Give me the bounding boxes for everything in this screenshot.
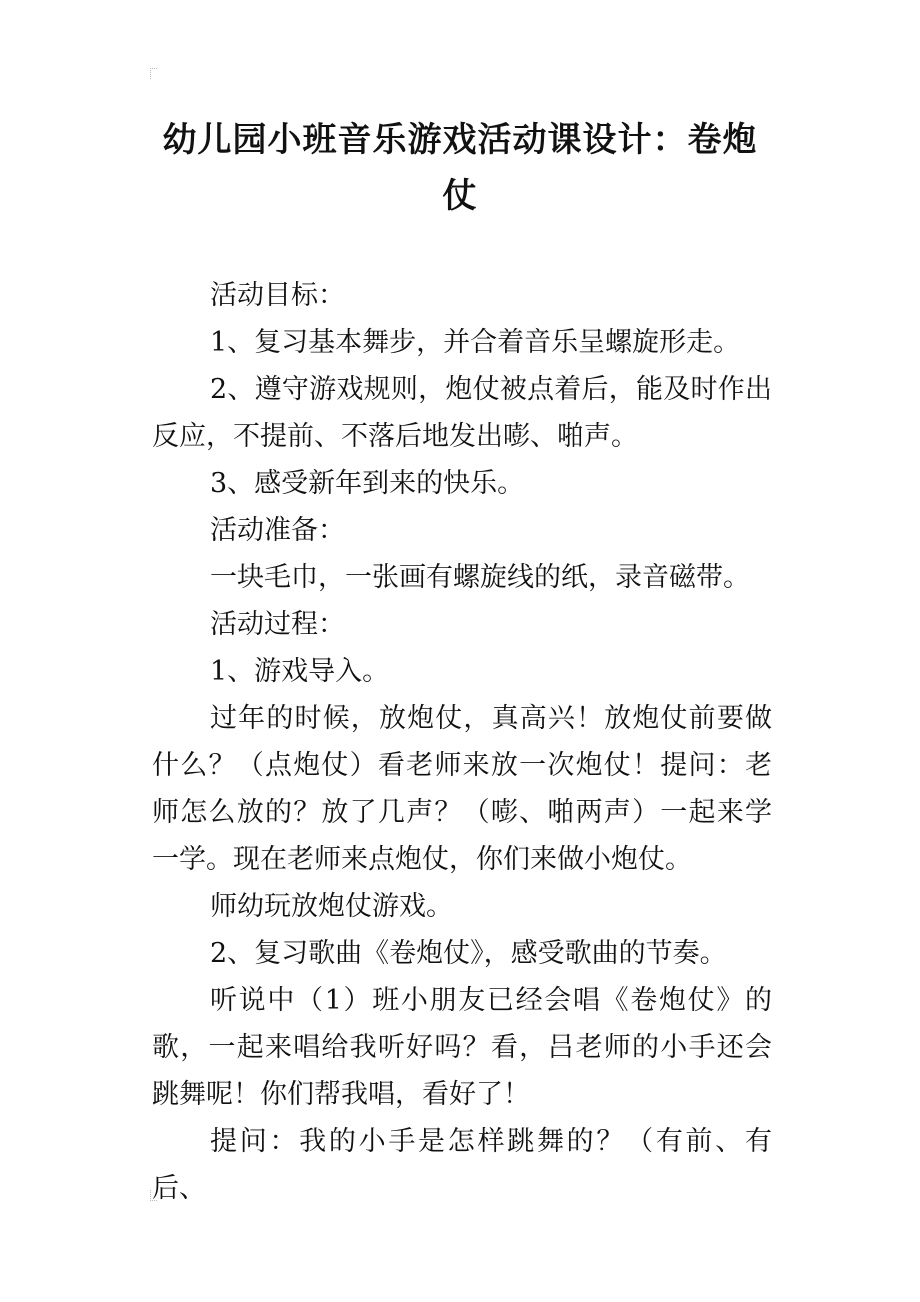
body-paragraph: 提问：我的小手是怎样跳舞的？（有前、有后、 (152, 1126, 772, 1204)
document-title: 幼儿园小班音乐游戏活动课设计：卷炮仗 (162, 120, 758, 216)
goal-item-1: 1、复习基本舞步，并合着音乐呈螺旋形走。 (210, 327, 741, 358)
section-heading-preparation: 活动准备： (210, 515, 345, 546)
preparation-text: 一块毛巾，一张画有螺旋线的纸，录音磁带。 (210, 562, 750, 593)
section-heading-process: 活动过程： (210, 609, 345, 640)
body-paragraph: 听说中（1）班小朋友已经会唱《卷炮仗》的歌，一起来唱给我听好吗？看，吕老师的小手还会跳舞呢！你们帮我唱，看好了！ (152, 985, 772, 1110)
process-step-1: 1、游戏导入。 (210, 656, 390, 687)
document-body (152, 272, 772, 1212)
body-paragraph: 师幼玩放炮仗游戏。 (210, 891, 453, 922)
body-paragraph: 过年的时候，放炮仗，真高兴！放炮仗前要做什么？（点炮仗）看老师来放一次炮仗！提问：老师怎么放的？放了几声？（嘭、啪两声）一起来学一学。现在老师来点炮仗，你们来做小炮仗。 (152, 703, 772, 875)
goal-item-2: 2、遵守游戏规则，炮仗被点着后，能及时作出反应，不提前、不落后地发出嘭、啪声。 (152, 374, 772, 452)
crop-mark-top (150, 68, 157, 79)
process-step-2: 2、复习歌曲《卷炮仗》，感受歌曲的节奏。 (210, 938, 727, 969)
section-heading-goals: 活动目标： (210, 280, 345, 311)
goal-item-3: 3、感受新年到来的快乐。 (210, 468, 525, 499)
